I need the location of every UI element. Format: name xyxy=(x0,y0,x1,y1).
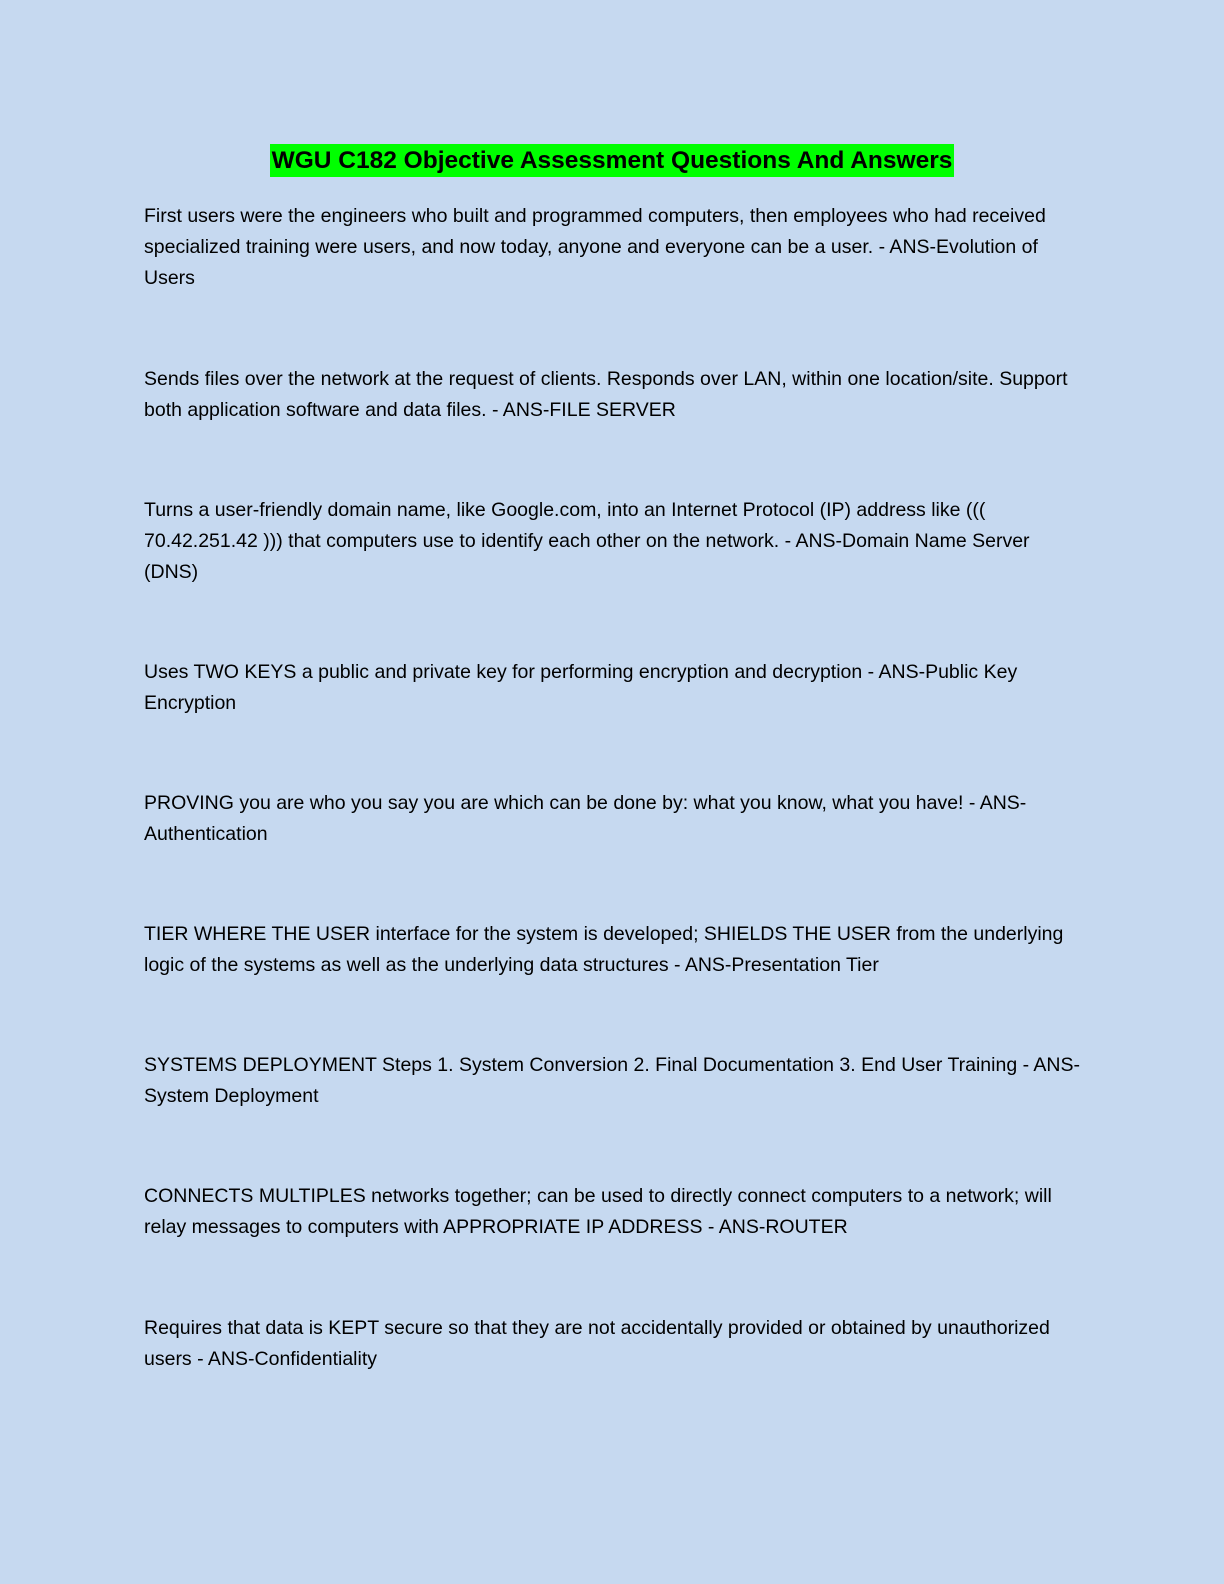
qa-item: Uses TWO KEYS a public and private key for performing encryption and decryption - ANS-Public Key Encryption xyxy=(144,661,1018,714)
title-container xyxy=(0,144,1224,177)
qa-item: Turns a user-friendly domain name, like Google.com, into an Internet Protocol (IP) address like ((( 70.42.251.42 ))) that computers use to identify each other on the network. - ANS-Domain Name Server (DNS) xyxy=(144,499,1030,583)
qa-item: PROVING you are who you say you are which can be done by: what you know, what you have! - ANS-Authentication xyxy=(144,792,1027,845)
qa-item: First users were the engineers who built and programmed computers, then employees who had received specialized training were users, and now today, anyone and everyone can be a user. - ANS-Evolution of Users xyxy=(144,205,1046,289)
qa-item: Requires that data is KEPT secure so that they are not accidentally provided or obtained by unauthorized users - ANS-Confidentiality xyxy=(144,1317,1050,1370)
qa-item: CONNECTS MULTIPLES networks together; can be used to directly connect computers to a network; will relay messages to computers with APPROPRIATE IP ADDRESS - ANS-ROUTER xyxy=(144,1185,1052,1238)
document-title: WGU C182 Objective Assessment Questions And Answers xyxy=(270,144,955,177)
qa-item: Sends files over the network at the request of clients. Responds over LAN, within one location/site. Support both application software and data files. - ANS-FILE SERVER xyxy=(144,368,1068,421)
qa-item: SYSTEMS DEPLOYMENT Steps 1. System Conversion 2. Final Documentation 3. End User Training - ANS-System Deployment xyxy=(144,1054,1081,1107)
qa-item: TIER WHERE THE USER interface for the system is developed; SHIELDS THE USER from the underlying logic of the systems as well as the underlying data structures - ANS-Presentation Tier xyxy=(144,923,1064,976)
